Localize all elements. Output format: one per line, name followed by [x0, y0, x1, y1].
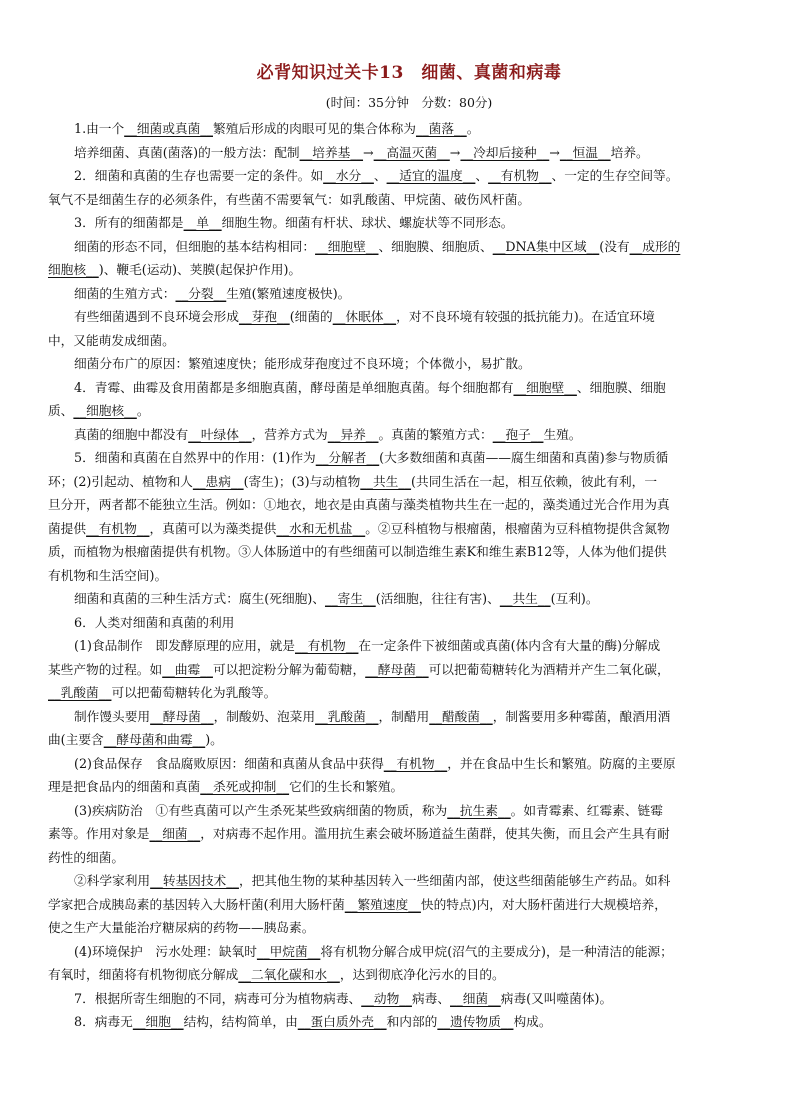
text-line — [48, 141, 770, 165]
fill-blank-answer: __细胞核__ — [73, 403, 137, 418]
text-segment: 它们的生长和繁殖。 — [289, 779, 404, 794]
fill-blank-answer: __有机物__ — [488, 168, 552, 183]
text-line — [48, 775, 770, 799]
text-segment: 可以把淀粉分解为葡萄糖， — [212, 661, 366, 677]
text-segment: (没有 — [599, 238, 630, 254]
text-segment: )。 — [205, 732, 223, 747]
text-segment: 将有机物分解合成甲烷(沼气的主要成分)，是一种清洁的能源； — [320, 943, 673, 959]
fill-blank-answer: __共生__ — [360, 473, 412, 489]
text-segment: 病毒、 — [411, 990, 451, 1006]
text-segment: (共同生活在一起，相互依赖，彼此有利，一 — [411, 473, 658, 489]
text-segment: (4)环境保护 污水处理：缺氧时 — [74, 943, 257, 959]
text-segment: ，对病毒不起作用。滥用抗生素会破坏肠道益生菌群，使其失衡，而且会产生具有耐 — [200, 826, 670, 841]
text-segment: (3)疾病防治 ①有些真菌可以产生杀死某些致病细菌的物质，称为 — [74, 802, 448, 818]
fill-blank-answer: __菌落__ — [415, 121, 467, 136]
text-line — [48, 188, 770, 212]
text-segment: 构成。 — [513, 1014, 552, 1029]
text-segment: → — [449, 144, 461, 160]
text-segment: 、细胞膜、细胞质、 — [378, 238, 493, 254]
text-segment: → — [549, 144, 560, 160]
text-segment: 4．青霉、曲霉及食用菌都是多细胞真菌，酵母菌是单细胞真菌。每个细胞都有 — [74, 379, 514, 395]
fill-blank-answer: __繁殖速度__ — [344, 896, 421, 912]
fill-blank-answer: __甲烷菌__ — [256, 943, 321, 959]
text-segment: (大多数细菌和真菌——腐生细菌和真菌)参与物质循 — [379, 450, 669, 465]
text-line — [48, 493, 770, 517]
text-segment: 某些产物的过程。如 — [48, 661, 163, 677]
text-segment: 使之生产大量能治疗糖尿病的药物——胰岛素。 — [48, 920, 315, 935]
text-segment: (寄生)；(3)与动植物 — [243, 473, 361, 489]
fill-blank-answer: __成形的 — [629, 238, 681, 254]
text-line — [48, 681, 770, 705]
fill-blank-answer: __乳酸菌__ — [48, 685, 112, 700]
text-segment: 细菌的生殖方式： — [74, 285, 176, 301]
text-line — [48, 963, 770, 987]
text-segment: 环；(2)引起动、植物和人 — [48, 473, 193, 489]
text-segment: (1)食品制作 即发酵原理的应用，就是 — [74, 638, 295, 653]
text-segment: 病毒(又叫噬菌体)。 — [500, 990, 613, 1006]
fill-blank-answer: __杀死或抑制__ — [200, 779, 290, 794]
text-line — [48, 893, 770, 917]
text-line — [48, 117, 770, 141]
page-subtitle: (时间：35分钟 分数：80分) — [325, 95, 493, 110]
text-segment: 理是把食品内的细菌和真菌 — [48, 779, 201, 794]
text-line — [48, 940, 770, 964]
text-segment: 药性的细菌。 — [48, 849, 125, 865]
fill-blank-answer: __二氧化碳和水__ — [238, 967, 340, 982]
fill-blank-answer: __恒温__ — [559, 144, 611, 160]
fill-blank-answer: __叶绿体__ — [188, 426, 252, 442]
document-body — [48, 117, 770, 1034]
fill-blank-answer: __异养__ — [327, 426, 379, 442]
text-segment: 细菌分布广的原因：繁殖速度快；能形成芽孢度过不良环境；个体微小，易扩散。 — [74, 356, 531, 371]
text-segment: 3．所有的细菌都是 — [74, 215, 184, 230]
text-segment: 有氧时，细菌将有机物彻底分解成 — [48, 967, 239, 982]
text-line — [48, 799, 770, 823]
text-segment: 。②豆科植物与根瘤菌，根瘤菌为豆科植物提供含氮物 — [365, 520, 670, 536]
text-segment: 。如青霉素、红霉素、链霉 — [510, 802, 663, 818]
text-segment: ②科学家利用 — [74, 873, 151, 888]
text-line — [48, 235, 770, 259]
fill-blank-answer: 细胞核__ — [48, 262, 99, 277]
text-segment: ，制酸奶、泡菜用 — [213, 708, 316, 724]
text-segment: 生殖。 — [543, 426, 582, 442]
text-segment: 菌提供 — [48, 520, 87, 536]
text-segment: ，营养方式为 — [251, 426, 328, 442]
fill-blank-answer: __动物__ — [361, 990, 412, 1006]
fill-blank-answer: __酵母菌__ — [150, 708, 214, 724]
text-line — [48, 517, 770, 541]
text-line — [48, 611, 770, 635]
text-segment: 有机物和生活空间)。 — [48, 567, 168, 583]
text-line — [48, 446, 770, 470]
text-segment: 旦分开，两者都不能独立生活。例如：①地衣，地衣是由真菌与藻类植物共生在一起的，藻类通过光合作用为真 — [48, 497, 670, 512]
text-segment: 8．病毒无 — [74, 1014, 133, 1029]
text-segment: 可以把葡萄糖转化为乳酸等。 — [111, 685, 277, 700]
text-line — [48, 869, 770, 893]
text-segment: 7．根据所寄生细胞的不同，病毒可分为植物病毒、 — [74, 990, 362, 1006]
page-title: 必背知识过关卡13 细菌、真菌和病毒 — [256, 63, 562, 83]
text-segment: 质，而植物为根瘤菌提供有机物。③人体肠道中的有些细菌可以制造维生素K和维生素B12等，人体为他们提供 — [48, 544, 667, 559]
fill-blank-answer: __曲霉__ — [162, 661, 213, 677]
text-line — [48, 352, 770, 376]
fill-blank-answer: __蛋白质外壳__ — [297, 1014, 387, 1029]
text-segment: 学家把合成胰岛素的基因转入大肠杆菌(利用大肠杆菌 — [48, 896, 345, 912]
text-segment: 培养细菌、真菌(菌落)的一般方法：配制 — [74, 144, 300, 160]
text-line — [48, 423, 770, 447]
text-segment: 曲(主要含 — [48, 732, 104, 747]
fill-blank-answer: __酵母菌__ — [365, 661, 429, 677]
fill-blank-answer: __遗传物质__ — [437, 1014, 514, 1029]
text-line — [48, 258, 770, 282]
text-line — [48, 846, 770, 870]
text-segment: 生殖(繁殖速度极快)。 — [226, 285, 351, 301]
text-segment: (2)食品保存 食品腐败原因：细菌和真菌从食品中获得 — [74, 755, 384, 771]
fill-blank-answer: __分解者__ — [315, 450, 380, 465]
text-segment: 中，又能萌发成细菌。 — [48, 332, 175, 348]
fill-blank-answer: __醋酸菌__ — [429, 708, 493, 724]
fill-blank-answer: __有机物__ — [383, 755, 448, 771]
text-segment: (细菌的 — [289, 309, 333, 324]
text-segment: 素等。作用对象是 — [48, 826, 150, 841]
fill-blank-answer: __DNA集中区域__ — [492, 238, 600, 254]
fill-blank-answer: __分裂__ — [175, 285, 227, 301]
text-segment: ，并在食品中生长和繁殖。防腐的主要原 — [447, 755, 676, 771]
text-line — [48, 399, 770, 423]
fill-blank-answer: __寄生__ — [324, 591, 376, 606]
text-line — [48, 1010, 770, 1034]
text-segment: 。 — [136, 403, 150, 418]
text-segment: 6．人类对细菌和真菌的利用 — [74, 614, 235, 630]
fill-blank-answer: __芽孢__ — [238, 309, 290, 324]
text-line — [48, 916, 770, 940]
fill-blank-answer: __抗生素__ — [447, 802, 511, 818]
fill-blank-answer: __水分__ — [323, 168, 374, 183]
text-line — [48, 540, 770, 564]
text-segment: 2．细菌和真菌的生存也需要一定的条件。如 — [74, 168, 324, 183]
fill-blank-answer: __高温灭菌__ — [373, 144, 450, 160]
fill-blank-answer: __细菌__ — [149, 826, 201, 841]
fill-blank-answer: __细胞壁__ — [513, 379, 577, 395]
text-segment: 、 — [373, 168, 387, 183]
text-segment: 细胞生物。细菌有杆状、球状、螺旋状等不同形态。 — [221, 215, 514, 230]
fill-blank-answer: __有机物__ — [294, 638, 359, 653]
text-segment: 在一定条件下被细菌或真菌(体内含有大量的酶)分解成 — [358, 638, 661, 653]
fill-blank-answer: __单__ — [183, 215, 222, 230]
fill-blank-answer: __休眠体__ — [332, 309, 397, 324]
text-segment: 氧气不是细菌生存的必须条件，有些菌不需要氧气：如乳酸菌、甲烷菌、破伤风杆菌。 — [48, 191, 531, 207]
text-segment: ，制醋用 — [378, 708, 430, 724]
text-segment: 细菌和真菌的三种生活方式：腐生(死细胞)、 — [74, 591, 325, 606]
text-segment: 。真菌的繁殖方式： — [378, 426, 493, 442]
fill-blank-answer: __有机物__ — [86, 520, 150, 536]
fill-blank-answer: __细胞__ — [132, 1014, 184, 1029]
fill-blank-answer: __转基因技术__ — [150, 873, 239, 888]
text-segment: 快的特点)内，对大肠杆菌进行大规模培养， — [420, 896, 667, 912]
text-segment: 、细胞膜、细胞 — [576, 379, 666, 395]
text-line — [48, 211, 770, 235]
fill-blank-answer: __细菌__ — [450, 990, 501, 1006]
fill-blank-answer: __细菌或真菌__ — [124, 121, 213, 136]
text-line — [48, 282, 770, 306]
text-segment: → — [363, 144, 374, 160]
text-segment: )、鞭毛(运动)、荚膜(起保护作用)。 — [98, 262, 302, 277]
text-line — [48, 164, 770, 188]
fill-blank-answer: __冷却后接种__ — [460, 144, 550, 160]
text-segment: 、一定的生存空间等。 — [551, 168, 679, 183]
text-segment: 细菌的形态不同，但细胞的基本结构相同： — [74, 238, 316, 254]
text-line — [48, 470, 770, 494]
text-segment: 可以把葡萄糖转化为酒精并产生二氧化碳， — [428, 661, 670, 677]
text-segment: 培养。 — [610, 144, 649, 160]
fill-blank-answer: __酵母菌和曲霉__ — [103, 732, 206, 747]
text-segment: 1.由一个 — [74, 121, 125, 136]
text-line — [48, 305, 770, 329]
fill-blank-answer: __适宜的温度__ — [386, 168, 476, 183]
text-segment: 制作馒头要用 — [74, 708, 151, 724]
text-line — [48, 822, 770, 846]
fill-blank-answer: __孢子__ — [492, 426, 544, 442]
text-segment: 繁殖后形成的肉眼可见的集合体称为 — [212, 121, 416, 136]
text-line — [48, 752, 770, 776]
text-segment: ，把其他生物的某种基因转入一些细菌内部，使这些细菌能够生产药品。如科 — [238, 873, 671, 888]
fill-blank-answer: __培养基__ — [299, 144, 364, 160]
text-line — [48, 728, 770, 752]
text-segment: 真菌的细胞中都没有 — [74, 426, 189, 442]
fill-blank-answer: __水和无机盐__ — [276, 520, 366, 536]
text-segment: 。 — [466, 121, 480, 136]
fill-blank-answer: __乳酸菌__ — [315, 708, 379, 724]
text-segment: 和内部的 — [386, 1014, 438, 1029]
text-segment: (互利)。 — [550, 591, 599, 606]
text-segment: 质、 — [48, 403, 74, 418]
text-segment: 5．细菌和真菌在自然界中的作用：(1)作为 — [74, 450, 316, 465]
text-segment: 有些细菌遇到不良环境会形成 — [74, 309, 239, 324]
text-line — [48, 658, 770, 682]
fill-blank-answer: __细胞壁__ — [315, 238, 379, 254]
text-segment: ，对不良环境有较强的抵抗能力)。在适宜环境 — [396, 309, 655, 324]
text-line — [48, 587, 770, 611]
fill-blank-answer: __共生__ — [499, 591, 551, 606]
text-segment: 、 — [475, 168, 489, 183]
text-line — [48, 987, 770, 1011]
text-line — [48, 376, 770, 400]
text-segment: ，达到彻底净化污水的目的。 — [339, 967, 505, 982]
text-segment: (活细胞，往往有害)、 — [375, 591, 500, 606]
text-line — [48, 705, 770, 729]
text-segment: ，真菌可以为藻类提供 — [149, 520, 277, 536]
text-segment: 结构，结构简单，由 — [183, 1014, 298, 1029]
text-line — [48, 329, 770, 353]
text-segment: ，制酱要用多种霉菌，酿酒用酒 — [492, 708, 671, 724]
fill-blank-answer: __患病__ — [192, 473, 244, 489]
text-line — [48, 564, 770, 588]
text-line — [48, 634, 770, 658]
